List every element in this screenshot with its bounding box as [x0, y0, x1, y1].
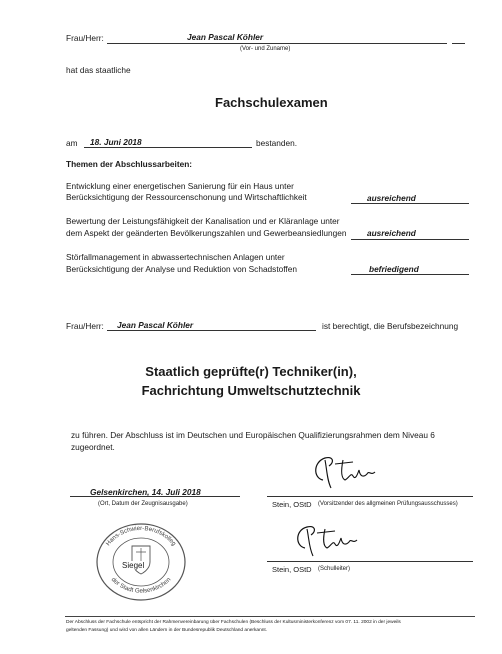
- frau-herr-label: Frau/Herr:: [66, 33, 104, 43]
- footer-line1: Der Abschluss der Fachschule entspricht der Rahmenvereinbarung über Fachschulen (Beschluss der Kultusministerkonferenz vom 07. 11. 2002 in der jeweils: [66, 620, 401, 625]
- date-underline: [84, 147, 252, 148]
- auth-frau-herr-label: Frau/Herr:: [66, 321, 104, 331]
- auth-text: ist berechtigt, die Berufsbezeichnung: [322, 321, 459, 331]
- issue-caption: (Ort, Datum der Zeugnisausgabe): [98, 501, 188, 507]
- designation-line2: Fachrichtung Umweltschutztechnik: [141, 383, 361, 398]
- auth-name-underline: [107, 330, 316, 331]
- issue-underline: [70, 496, 240, 497]
- theme-3-line1: Störfallmanagement in abwassertechnischen Anlagen unter: [66, 252, 285, 262]
- footer-line2: geltenden Fassung) und wird von allen Ländern in der Bundesrepublik Deutschland anerkannt.: [66, 628, 268, 633]
- theme-1-grade: ausreichend: [367, 193, 416, 203]
- issue-place-date: Gelsenkirchen, 14. Juli 2018: [90, 487, 201, 497]
- am-label: am: [66, 138, 78, 148]
- chair-role: (Vorsitzender des allgmeinen Prüfungsausschusses): [318, 501, 458, 507]
- theme-1-line2: Berücksichtigung der Ressourcenschonung und Wirtschaftlichkeit: [66, 192, 307, 202]
- theme-3-line2: Berücksichtigung der Analyse und Reduktion von Schadstoffen: [66, 264, 297, 274]
- head-underline: [267, 561, 473, 562]
- intro-text: hat das staatliche: [66, 65, 131, 75]
- theme-2-line2: dem Aspekt der geänderten Bevölkerungszahlen und Gewerbeansiedlungen: [66, 228, 347, 238]
- auth-name: Jean Pascal Köhler: [117, 320, 194, 330]
- theme-1-line1: Entwicklung einer energetischen Sanierung für ein Haus unter: [66, 181, 294, 191]
- designation-line1: Staatlich geprüfte(r) Techniker(in),: [145, 364, 357, 379]
- grade-1-underline: [351, 203, 469, 204]
- name-underline-short: [452, 43, 465, 44]
- theme-3-grade: befriedigend: [369, 264, 419, 274]
- qualification-line1: zu führen. Der Abschluss ist im Deutschen und Europäischen Qualifizierungsrahmen dem Niveau 6: [71, 430, 435, 440]
- footer-divider: [65, 616, 475, 617]
- page-title: Fachschulexamen: [215, 95, 328, 110]
- svg-text:der Stadt Gelsenkirchen: der Stadt Gelsenkirchen: [109, 576, 173, 595]
- student-name: Jean Pascal Köhler: [187, 32, 264, 42]
- exam-date: 18. Juni 2018: [90, 137, 142, 147]
- qualification-line2: zugeordnet.: [71, 442, 115, 452]
- theme-2-grade: ausreichend: [367, 228, 416, 238]
- result-text: bestanden.: [256, 138, 298, 148]
- name-caption: (Vor- und Zuname): [240, 46, 291, 52]
- head-name: Stein, OStD: [272, 565, 312, 574]
- name-underline: [107, 43, 447, 44]
- seal-label: Siegel: [122, 561, 145, 570]
- svg-text:Hans-Schwier-Berufskolleg: Hans-Schwier-Berufskolleg: [104, 524, 178, 548]
- grade-3-underline: [351, 274, 469, 275]
- head-role: (Schulleiter): [318, 566, 351, 572]
- theme-2-line1: Bewertung der Leistungsfähigkeit der Kanalisation und er Kläranlage unter: [66, 216, 340, 226]
- chair-name: Stein, OStD: [272, 500, 312, 509]
- themes-heading: Themen der Abschlussarbeiten:: [66, 159, 193, 169]
- grade-2-underline: [351, 239, 469, 240]
- chair-underline: [267, 496, 473, 497]
- chair-signature: [305, 450, 385, 498]
